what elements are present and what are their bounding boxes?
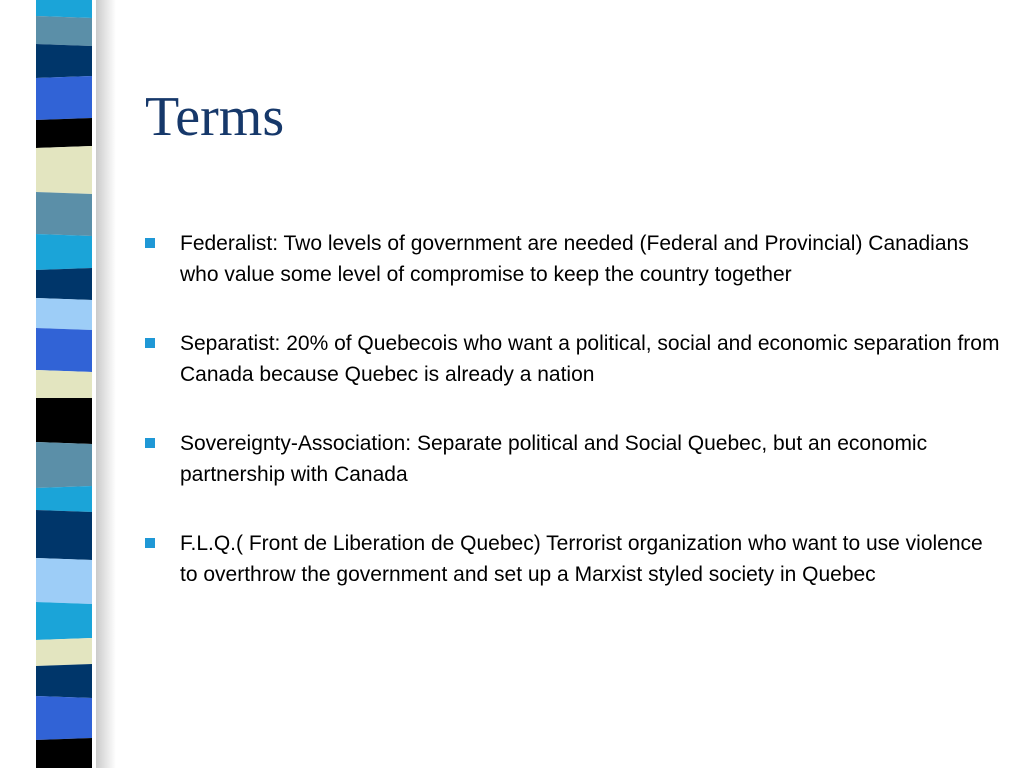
bullet-item-federalist xyxy=(140,228,1000,290)
bullet-item-separatist xyxy=(140,328,1000,390)
bullet-text: Federalist: Two levels of government are needed (Federal and Provincial) Canadians who value some level of compromise to keep the country together xyxy=(180,232,969,286)
bullet-item-flq xyxy=(140,528,1000,590)
slide-title: Terms xyxy=(145,86,285,148)
bullet-text: Separatist: 20% of Quebecois who want a political, social and economic separation from Canada because Quebec is already a nation xyxy=(180,332,1000,386)
square-bullet-icon xyxy=(145,338,155,348)
square-bullet-icon xyxy=(145,238,155,248)
bullet-text: F.L.Q.( Front de Liberation de Quebec) Terrorist organization who want to use violence to overthrow the government and set up a Marxist styled society in Quebec xyxy=(180,532,983,586)
square-bullet-icon xyxy=(145,438,155,448)
square-bullet-icon xyxy=(145,538,155,548)
stripe-shadow xyxy=(96,0,116,768)
bullet-text: Sovereignty-Association: Separate political and Social Quebec, but an economic partnership with Canada xyxy=(180,432,928,486)
bullet-list xyxy=(140,228,1000,628)
bullet-item-sovereignty-association xyxy=(140,428,1000,490)
